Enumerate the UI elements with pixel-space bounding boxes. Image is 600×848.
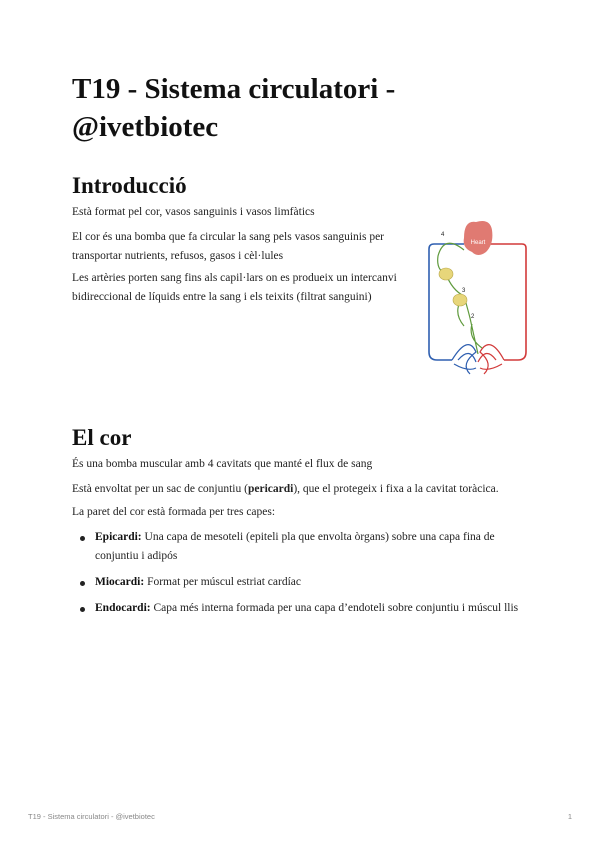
intro-paragraph: El cor és una bomba que fa circular la sang pels vasos sanguinis per transportar nutrients, refusos, gasos i cèl·lules: [72, 231, 384, 262]
list-item: Epicardi: Una capa de mesoteli (epiteli pla que envolta òrgans) sobre una capa fina de conjuntiu i adipós: [72, 528, 532, 566]
heart-layers-list: [72, 528, 532, 625]
marker-label: 3: [462, 288, 466, 294]
intro-paragraph: Les artèries porten sang fins als capil·lars on es produeix un intercanvi bidireccional de líquids entre la sang i els teixits (filtrat sanguini): [72, 272, 397, 303]
footer-title: T19 - Sistema circulatori - @ivetbiotec: [28, 812, 155, 821]
intro-heading: Introducció: [72, 173, 187, 198]
page-number: 1: [567, 812, 572, 821]
cor-paragraph: És una bomba muscular amb 4 cavitats que manté el flux de sang: [72, 458, 373, 470]
cor-paragraph: La paret del cor està formada per tres capes:: [72, 506, 276, 518]
marker-label: 2: [471, 314, 475, 320]
heart: [464, 221, 493, 255]
list-item: Endocardi: Capa més interna formada per una capa d’endoteli sobre conjuntiu i múscul llis: [72, 599, 532, 618]
heart-label: Heart: [470, 240, 486, 246]
capillary-bed: [452, 345, 504, 374]
bullet-icon: [80, 536, 85, 541]
circulatory-diagram: [424, 214, 528, 380]
marker-label: 4: [441, 232, 445, 238]
cor-paragraph-pericardi: Està envoltat per un sac de conjuntiu (pericardi), que el protegeix i fixa a la cavitat toràcica.: [72, 483, 499, 495]
cor-heading: El cor: [72, 425, 132, 450]
list-item: Miocardi: Format per múscul estriat cardíac: [72, 573, 532, 592]
bullet-icon: [80, 581, 85, 586]
artery-loop: [486, 244, 526, 360]
intro-paragraph: Està format pel cor, vasos sanguinis i vasos limfàtics: [72, 206, 315, 218]
pericardi-term: pericardi: [247, 483, 294, 495]
page-title: T19 - Sistema circulatori - @ivetbiotec: [72, 73, 396, 143]
bullet-icon: [80, 607, 85, 612]
